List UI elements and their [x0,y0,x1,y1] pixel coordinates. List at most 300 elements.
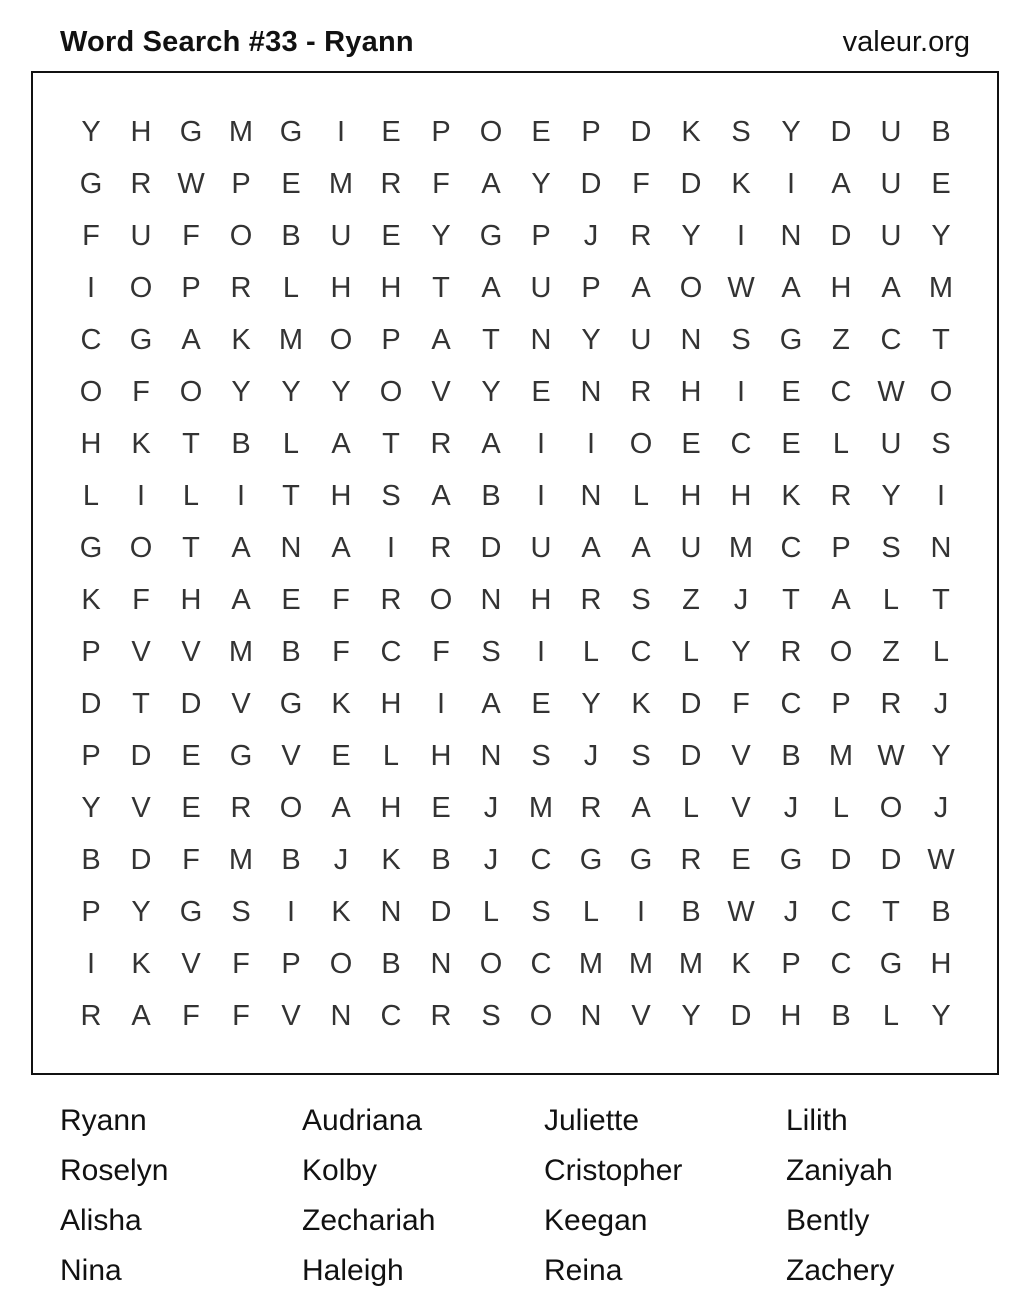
grid-letter[interactable]: T [182,532,200,564]
grid-letter[interactable]: D [680,688,702,720]
grid-letter[interactable]: O [129,532,153,564]
grid-letter[interactable]: H [930,948,952,980]
grid-letter[interactable]: F [182,844,200,876]
grid-letter[interactable]: M [228,636,254,668]
grid-letter[interactable]: K [131,428,151,460]
grid-letter[interactable]: M [928,272,954,304]
grid-letter[interactable]: T [132,688,150,720]
grid-letter[interactable]: G [79,532,103,564]
grid-letter[interactable]: L [682,636,700,668]
grid-letter[interactable]: D [480,532,502,564]
grid-letter[interactable]: I [286,896,296,928]
grid-letter[interactable]: T [182,428,200,460]
grid-letter[interactable]: R [580,792,602,824]
grid-letter[interactable]: U [330,220,352,252]
grid-letter[interactable]: W [927,844,955,876]
grid-letter[interactable]: H [180,584,202,616]
grid-letter[interactable]: B [931,116,951,148]
grid-letter[interactable]: M [328,168,354,200]
grid-letter[interactable]: A [431,324,451,356]
grid-letter[interactable]: S [731,324,751,356]
grid-letter[interactable]: W [727,272,755,304]
grid-letter[interactable]: L [582,896,600,928]
grid-letter[interactable]: F [732,688,750,720]
grid-letter[interactable]: H [80,428,102,460]
grid-letter[interactable]: F [232,1000,250,1032]
grid-letter[interactable]: P [231,168,251,200]
grid-letter[interactable]: G [779,324,803,356]
grid-letter[interactable]: D [580,168,602,200]
grid-letter[interactable]: K [81,584,101,616]
grid-letter[interactable]: T [482,324,500,356]
grid-letter[interactable]: P [831,688,851,720]
grid-letter[interactable]: Y [781,116,801,148]
grid-letter[interactable]: E [681,428,701,460]
grid-letter[interactable]: E [781,428,801,460]
grid-letter[interactable]: B [231,428,251,460]
grid-letter[interactable]: V [181,948,201,980]
grid-letter[interactable]: Y [481,376,501,408]
grid-letter[interactable]: O [179,376,203,408]
grid-letter[interactable]: E [281,168,301,200]
grid-letter[interactable]: K [231,324,251,356]
grid-letter[interactable]: G [229,740,253,772]
grid-letter[interactable]: B [381,948,401,980]
grid-letter[interactable]: H [730,480,752,512]
grid-letter[interactable]: P [581,272,601,304]
grid-letter[interactable]: D [130,740,152,772]
grid-letter[interactable]: I [536,428,546,460]
grid-letter[interactable]: Y [231,376,251,408]
grid-letter[interactable]: D [80,688,102,720]
grid-letter[interactable]: K [631,688,651,720]
grid-letter[interactable]: F [82,220,100,252]
grid-letter[interactable]: P [781,948,801,980]
grid-letter[interactable]: J [483,844,499,876]
grid-letter[interactable]: O [629,428,653,460]
grid-letter[interactable]: N [530,324,552,356]
grid-letter[interactable]: O [479,948,503,980]
grid-letter[interactable]: T [882,896,900,928]
grid-letter[interactable]: A [831,584,851,616]
grid-letter[interactable]: A [481,272,501,304]
grid-letter[interactable]: S [931,428,951,460]
grid-letter[interactable]: G [879,948,903,980]
grid-letter[interactable]: R [880,688,902,720]
grid-letter[interactable]: V [431,376,451,408]
grid-letter[interactable]: N [580,480,602,512]
grid-letter[interactable]: L [182,480,200,512]
grid-letter[interactable]: I [736,376,746,408]
grid-letter[interactable]: K [381,844,401,876]
grid-letter[interactable]: T [382,428,400,460]
grid-letter[interactable]: T [932,324,950,356]
grid-letter[interactable]: I [236,480,246,512]
grid-letter[interactable]: N [330,1000,352,1032]
grid-letter[interactable]: G [179,116,203,148]
grid-letter[interactable]: V [731,740,751,772]
grid-letter[interactable]: S [531,896,551,928]
grid-letter[interactable]: V [631,1000,651,1032]
grid-letter[interactable]: C [380,636,402,668]
grid-letter[interactable]: H [780,1000,802,1032]
grid-letter[interactable]: G [129,324,153,356]
grid-letter[interactable]: O [479,116,503,148]
grid-letter[interactable]: O [329,324,353,356]
grid-letter[interactable]: Y [931,1000,951,1032]
grid-letter[interactable]: A [481,168,501,200]
grid-letter[interactable]: R [780,636,802,668]
grid-letter[interactable]: B [281,220,301,252]
grid-letter[interactable]: F [432,636,450,668]
grid-letter[interactable]: O [129,272,153,304]
grid-letter[interactable]: A [631,532,651,564]
grid-letter[interactable]: D [830,116,852,148]
grid-letter[interactable]: N [930,532,952,564]
grid-letter[interactable]: Y [281,376,301,408]
grid-letter[interactable]: R [680,844,702,876]
grid-letter[interactable]: K [131,948,151,980]
grid-letter[interactable]: Y [531,168,551,200]
grid-letter[interactable]: D [730,1000,752,1032]
grid-letter[interactable]: U [880,428,902,460]
grid-letter[interactable]: P [581,116,601,148]
grid-letter[interactable]: D [430,896,452,928]
grid-letter[interactable]: I [636,896,646,928]
grid-letter[interactable]: S [231,896,251,928]
grid-letter[interactable]: A [631,792,651,824]
grid-letter[interactable]: B [281,636,301,668]
grid-letter[interactable]: C [530,844,552,876]
grid-letter[interactable]: U [530,532,552,564]
grid-letter[interactable]: Y [431,220,451,252]
grid-letter[interactable]: S [531,740,551,772]
grid-letter[interactable]: O [79,376,103,408]
grid-letter[interactable]: H [680,480,702,512]
grid-letter[interactable]: W [877,376,905,408]
grid-letter[interactable]: C [780,532,802,564]
grid-letter[interactable]: Y [681,220,701,252]
grid-letter[interactable]: Z [832,324,850,356]
grid-letter[interactable]: W [877,740,905,772]
grid-letter[interactable]: Y [131,896,151,928]
grid-letter[interactable]: R [430,1000,452,1032]
grid-letter[interactable]: C [380,1000,402,1032]
grid-letter[interactable]: K [331,896,351,928]
grid-letter[interactable]: A [781,272,801,304]
grid-letter[interactable]: U [130,220,152,252]
grid-letter[interactable]: R [830,480,852,512]
grid-letter[interactable]: O [529,1000,553,1032]
grid-letter[interactable]: L [682,792,700,824]
grid-letter[interactable]: N [580,376,602,408]
grid-letter[interactable]: J [483,792,499,824]
grid-letter[interactable]: Y [731,636,751,668]
grid-letter[interactable]: A [131,1000,151,1032]
grid-letter[interactable]: L [282,428,300,460]
grid-letter[interactable]: G [479,220,503,252]
grid-letter[interactable]: V [131,792,151,824]
grid-letter[interactable]: I [336,116,346,148]
grid-letter[interactable]: Y [581,324,601,356]
grid-letter[interactable]: E [181,792,201,824]
grid-letter[interactable]: C [830,948,852,980]
grid-letter[interactable]: J [333,844,349,876]
grid-letter[interactable]: E [281,584,301,616]
grid-letter[interactable]: D [180,688,202,720]
grid-letter[interactable]: H [680,376,702,408]
grid-letter[interactable]: V [231,688,251,720]
grid-letter[interactable]: B [681,896,701,928]
grid-letter[interactable]: B [931,896,951,928]
grid-letter[interactable]: E [531,688,551,720]
grid-letter[interactable]: Y [331,376,351,408]
grid-letter[interactable]: A [331,792,351,824]
grid-letter[interactable]: E [531,116,551,148]
grid-letter[interactable]: E [381,116,401,148]
grid-letter[interactable]: R [430,428,452,460]
grid-letter[interactable]: D [130,844,152,876]
grid-letter[interactable]: V [281,740,301,772]
grid-letter[interactable]: A [431,480,451,512]
grid-letter[interactable]: F [132,584,150,616]
grid-letter[interactable]: S [481,1000,501,1032]
grid-letter[interactable]: H [380,688,402,720]
grid-letter[interactable]: R [80,1000,102,1032]
grid-letter[interactable]: C [530,948,552,980]
grid-letter[interactable]: H [530,584,552,616]
grid-letter[interactable]: I [136,480,146,512]
grid-letter[interactable]: O [279,792,303,824]
grid-letter[interactable]: L [582,636,600,668]
grid-letter[interactable]: N [480,740,502,772]
grid-letter[interactable]: R [230,792,252,824]
grid-letter[interactable]: K [781,480,801,512]
grid-letter[interactable]: H [330,480,352,512]
grid-letter[interactable]: P [181,272,201,304]
grid-letter[interactable]: R [630,376,652,408]
grid-letter[interactable]: E [331,740,351,772]
grid-letter[interactable]: P [81,896,101,928]
grid-letter[interactable]: F [132,376,150,408]
grid-letter[interactable]: J [933,792,949,824]
grid-letter[interactable]: P [281,948,301,980]
grid-letter[interactable]: K [331,688,351,720]
grid-letter[interactable]: R [580,584,602,616]
grid-letter[interactable]: J [583,220,599,252]
grid-letter[interactable]: V [131,636,151,668]
grid-letter[interactable]: O [929,376,953,408]
grid-letter[interactable]: G [579,844,603,876]
grid-letter[interactable]: D [680,168,702,200]
grid-letter[interactable]: H [380,792,402,824]
grid-letter[interactable]: H [430,740,452,772]
grid-letter[interactable]: V [281,1000,301,1032]
grid-letter[interactable]: I [936,480,946,512]
grid-letter[interactable]: O [329,948,353,980]
grid-letter[interactable]: T [932,584,950,616]
grid-letter[interactable]: M [228,844,254,876]
grid-letter[interactable]: L [82,480,100,512]
grid-letter[interactable]: B [281,844,301,876]
grid-letter[interactable]: D [830,844,852,876]
grid-letter[interactable]: G [79,168,103,200]
grid-letter[interactable]: R [380,584,402,616]
grid-letter[interactable]: K [681,116,701,148]
grid-letter[interactable]: A [231,584,251,616]
grid-letter[interactable]: N [580,1000,602,1032]
grid-letter[interactable]: V [181,636,201,668]
grid-letter[interactable]: W [177,168,205,200]
grid-letter[interactable]: Y [931,220,951,252]
grid-letter[interactable]: P [381,324,401,356]
grid-letter[interactable]: J [783,792,799,824]
grid-letter[interactable]: H [380,272,402,304]
grid-letter[interactable]: A [331,428,351,460]
grid-letter[interactable]: U [630,324,652,356]
grid-letter[interactable]: P [81,636,101,668]
grid-letter[interactable]: A [631,272,651,304]
grid-letter[interactable]: F [182,1000,200,1032]
grid-letter[interactable]: N [780,220,802,252]
grid-letter[interactable]: F [182,220,200,252]
grid-letter[interactable]: M [728,532,754,564]
grid-letter[interactable]: B [781,740,801,772]
grid-letter[interactable]: Y [581,688,601,720]
grid-letter[interactable]: G [629,844,653,876]
grid-letter[interactable]: J [783,896,799,928]
grid-letter[interactable]: F [332,636,350,668]
grid-letter[interactable]: L [932,636,950,668]
grid-letter[interactable]: Y [681,1000,701,1032]
grid-letter[interactable]: S [731,116,751,148]
grid-letter[interactable]: E [431,792,451,824]
grid-letter[interactable]: O [829,636,853,668]
grid-letter[interactable]: S [631,584,651,616]
grid-letter[interactable]: B [481,480,501,512]
grid-letter[interactable]: G [179,896,203,928]
grid-letter[interactable]: V [731,792,751,824]
grid-letter[interactable]: A [881,272,901,304]
grid-letter[interactable]: O [379,376,403,408]
grid-letter[interactable]: F [232,948,250,980]
grid-letter[interactable]: I [386,532,396,564]
grid-letter[interactable]: O [879,792,903,824]
grid-letter[interactable]: L [882,1000,900,1032]
grid-letter[interactable]: C [780,688,802,720]
grid-letter[interactable]: C [830,376,852,408]
grid-letter[interactable]: N [680,324,702,356]
grid-letter[interactable]: E [381,220,401,252]
grid-letter[interactable]: O [229,220,253,252]
grid-letter[interactable]: R [630,220,652,252]
grid-letter[interactable]: U [530,272,552,304]
grid-letter[interactable]: U [680,532,702,564]
grid-letter[interactable]: B [431,844,451,876]
grid-letter[interactable]: N [380,896,402,928]
grid-letter[interactable]: E [731,844,751,876]
grid-letter[interactable]: K [731,948,751,980]
grid-letter[interactable]: H [830,272,852,304]
grid-letter[interactable]: I [786,168,796,200]
grid-letter[interactable]: T [282,480,300,512]
grid-letter[interactable]: N [280,532,302,564]
grid-letter[interactable]: T [782,584,800,616]
grid-letter[interactable]: O [429,584,453,616]
grid-letter[interactable]: M [628,948,654,980]
grid-letter[interactable]: W [727,896,755,928]
grid-letter[interactable]: P [531,220,551,252]
grid-letter[interactable]: H [130,116,152,148]
grid-letter[interactable]: J [583,740,599,772]
grid-letter[interactable]: D [630,116,652,148]
grid-letter[interactable]: G [279,688,303,720]
grid-letter[interactable]: U [880,220,902,252]
grid-letter[interactable]: P [431,116,451,148]
grid-letter[interactable]: B [831,1000,851,1032]
grid-letter[interactable]: E [931,168,951,200]
grid-letter[interactable]: S [881,532,901,564]
grid-letter[interactable]: R [380,168,402,200]
grid-letter[interactable]: I [536,480,546,512]
grid-letter[interactable]: M [528,792,554,824]
grid-letter[interactable]: C [630,636,652,668]
grid-letter[interactable]: E [781,376,801,408]
grid-letter[interactable]: A [831,168,851,200]
grid-letter[interactable]: L [882,584,900,616]
grid-letter[interactable]: L [832,428,850,460]
grid-letter[interactable]: J [733,584,749,616]
grid-letter[interactable]: I [436,688,446,720]
grid-letter[interactable]: C [880,324,902,356]
grid-letter[interactable]: C [830,896,852,928]
grid-letter[interactable]: L [482,896,500,928]
grid-letter[interactable]: R [430,532,452,564]
grid-letter[interactable]: I [586,428,596,460]
grid-letter[interactable]: I [736,220,746,252]
grid-letter[interactable]: L [382,740,400,772]
grid-letter[interactable]: L [632,480,650,512]
grid-letter[interactable]: U [880,168,902,200]
grid-letter[interactable]: Z [882,636,900,668]
grid-letter[interactable]: A [581,532,601,564]
grid-letter[interactable]: M [228,116,254,148]
grid-letter[interactable]: I [86,272,96,304]
grid-letter[interactable]: Z [682,584,700,616]
grid-letter[interactable]: M [828,740,854,772]
grid-letter[interactable]: F [432,168,450,200]
grid-letter[interactable]: L [282,272,300,304]
grid-letter[interactable]: J [933,688,949,720]
grid-letter[interactable]: L [832,792,850,824]
grid-letter[interactable]: N [480,584,502,616]
grid-letter[interactable]: A [181,324,201,356]
grid-letter[interactable]: I [536,636,546,668]
grid-letter[interactable]: Y [81,792,101,824]
grid-letter[interactable]: D [880,844,902,876]
grid-letter[interactable]: Y [881,480,901,512]
grid-letter[interactable]: S [381,480,401,512]
grid-letter[interactable]: K [731,168,751,200]
grid-letter[interactable]: A [481,428,501,460]
grid-letter[interactable]: S [481,636,501,668]
grid-letter[interactable]: Y [931,740,951,772]
grid-letter[interactable]: D [680,740,702,772]
grid-letter[interactable]: R [130,168,152,200]
grid-letter[interactable]: F [632,168,650,200]
grid-letter[interactable]: R [230,272,252,304]
grid-letter[interactable]: P [81,740,101,772]
